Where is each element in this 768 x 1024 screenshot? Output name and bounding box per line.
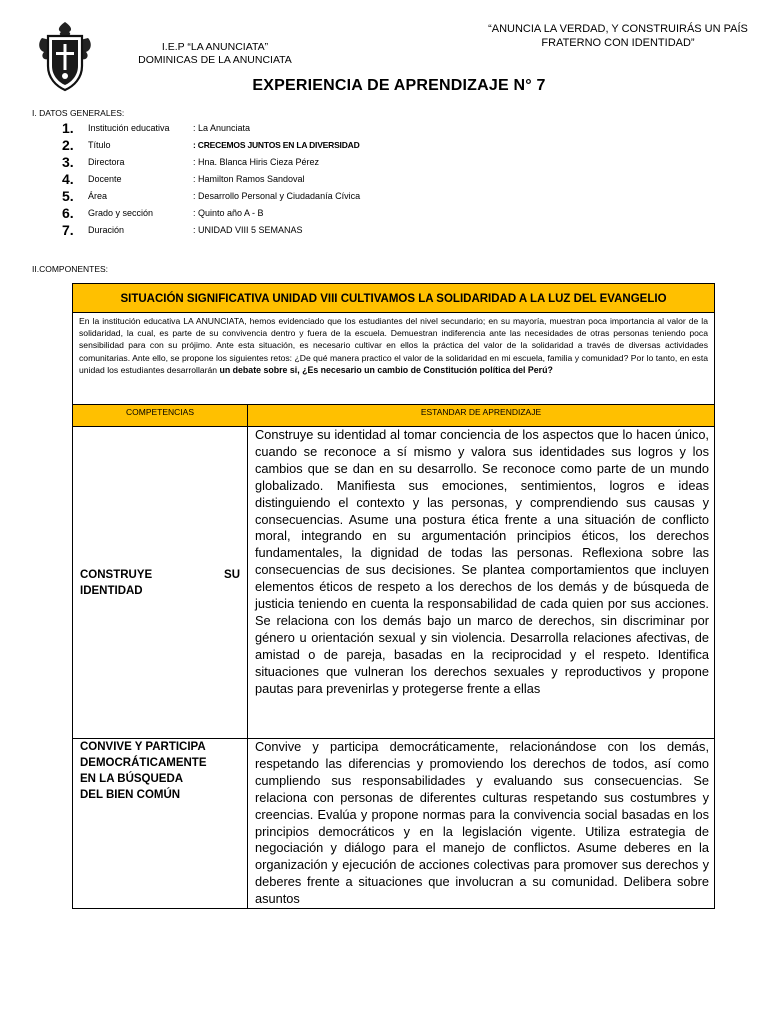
motto-line-1: “ANUNCIA LA VERDAD, Y CONSTRUIRÁS UN PAÍS: [488, 23, 748, 35]
column-header-row: [73, 405, 715, 427]
general-data-item: [62, 119, 360, 136]
situation-challenge: un debate sobre si, ¿Es necesario un cambio de Constitución política del Perú?: [219, 364, 553, 375]
competence-name: [73, 427, 248, 739]
general-data-item: [62, 170, 360, 187]
item-number: 1.: [62, 119, 74, 136]
item-value: : Hna. Blanca Hiris Cieza Pérez: [193, 156, 320, 167]
competence-name-line: DEL BIEN COMÚN: [80, 789, 181, 801]
learning-standard: Convive y participa democráticamente, relacionándose con los demás, respetando las diferencias y promoviendo los derechos de todos, así como cumpliendo sus responsabilidades y evaluando sus consecuencias. Se relaciona con personas de diferentes culturas respetando sus costumbres y creencias. Evalúa y propone normas para la convivencia social basadas en los principios democráticos y en la legislación vigente. Utiliza estrategia de negociación y diálogo para el manejo de conflictos. Asume deberes en la organización y ejecución de acciones colectivas para promover sus derechos y deberes frente a situaciones que involucran a su comunidad. Delibera sobre asuntos: [248, 739, 715, 909]
general-data-item: [62, 153, 360, 170]
item-label: Grado y sección: [88, 207, 154, 218]
situation-title: SITUACIÓN SIGNIFICATIVA UNIDAD VIII CULTIVAMOS LA SOLIDARIDAD A LA LUZ DEL EVANGELIO: [73, 284, 715, 313]
general-data-list: [62, 119, 360, 238]
item-label: Docente: [88, 173, 122, 184]
item-value: : Hamilton Ramos Sandoval: [193, 173, 305, 184]
section-general-data-heading: I. DATOS GENERALES:: [32, 108, 125, 118]
general-data-item: [62, 204, 360, 221]
item-number: 7.: [62, 221, 74, 238]
competence-name: [73, 739, 248, 909]
section-components-heading: II.COMPONENTES:: [32, 264, 109, 274]
situation-text-cell: [73, 313, 715, 405]
general-data-item: [62, 221, 360, 238]
item-value: : Desarrollo Personal y Ciudadanía Cívica: [193, 190, 361, 201]
item-number: 2.: [62, 136, 74, 153]
item-number: 6.: [62, 204, 74, 221]
item-label: Duración: [88, 224, 125, 235]
item-number: 3.: [62, 153, 74, 170]
column-header-competencias: COMPETENCIAS: [73, 405, 248, 427]
competence-name-line: IDENTIDAD: [80, 584, 143, 597]
item-label: Institución educativa: [88, 122, 170, 133]
item-value: : Quinto año A - B: [193, 207, 264, 218]
institution-name-block: [120, 41, 310, 67]
item-label: Área: [88, 190, 108, 201]
column-header-estandar: ESTANDAR DE APRENDIZAJE: [248, 405, 715, 427]
item-value: : UNIDAD VIII 5 SEMANAS: [193, 224, 303, 235]
item-value: : CRECEMOS JUNTOS EN LA DIVERSIDAD: [193, 139, 360, 150]
institution-congregation: DOMINICAS DE LA ANUNCIATA: [138, 54, 292, 66]
competence-name-line: CONVIVE Y PARTICIPA: [80, 741, 206, 753]
item-label: Título: [88, 139, 111, 150]
table-row: [73, 427, 715, 739]
item-number: 4.: [62, 170, 74, 187]
school-motto: [478, 22, 758, 50]
situation-text: En la institución educativa LA ANUNCIATA, hemos evidenciado que los estudiantes del nivel secundario; en su mayoría, muestran poca importancia al valor de la solidaridad, la cual, es parte de su convivencia dentro y fuera de la escuela. Demuestran indiferencia ante las necesidades de otras personas teniendo poca sensibilidad para con su prójimo. Ante esta situación, es necesario cultivar en ellos la práctica del valor de la solidaridad a través de diversas actividades comunitarias. Ante ello, se propone los siguientes retos: ¿De qué manera practico el valor de la solidaridad en mi escuela, familia y comunidad? Por lo tanto, en esta unidad los estudiantes desarrollarán: [79, 316, 708, 375]
table-row: [73, 739, 715, 909]
general-data-item: [62, 136, 360, 153]
institution-name: I.E.P “LA ANUNCIATA”: [161, 41, 269, 53]
document-title: EXPERIENCIA DE APRENDIZAJE N° 7: [252, 77, 546, 94]
motto-line-2: FRATERNO CON IDENTIDAD”: [541, 37, 695, 49]
situation-title-row: [73, 284, 715, 313]
learning-standard: Construye su identidad al tomar conciencia de los aspectos que lo hacen único, cuando se reconoce a sí mismo y valora sus identidades sus logros y los cambios que se dan en su desarrollo. Se reconoce como parte de un mundo globalizado. Manifiesta sus emociones, sentimientos, logros e ideas distinguiendo el contexto y las personas, y comprendiendo sus causas y consecuencias. Asume una postura ética frente a una situación de conflicto moral, integrando en su argumentación principios éticos, los derechos fundamentales, la dignidad de todas las personas. Reflexiona sobre las consecuencias de sus decisiones. Se plantea comportamientos que incluyen elementos éticos de respeto a los derechos de los demás y de búsqueda de justicia teniendo en cuenta la responsabilidad de cada quien por sus acciones. Se relaciona con los demás bajo un marco de derechos, sin discriminar por género u orientación sexual y sin violencia. Desarrolla relaciones afectivas, de amistad o de pareja, basadas en la reciprocidad y el respeto. Identifica situaciones que vulneran los derechos sexuales y reproductivos y propone pautas para prevenirlas y protegerse frente a ellas: [248, 427, 715, 739]
item-value: : La Anunciata: [193, 122, 251, 133]
competence-name-line: CONSTRUYE SU: [80, 568, 240, 581]
competence-name-line: DEMOCRÁTICAMENTE: [80, 757, 207, 769]
item-number: 5.: [62, 187, 74, 204]
competence-name-line: EN LA BÚSQUEDA: [80, 773, 184, 785]
general-data-item: [62, 187, 360, 204]
components-table: [72, 283, 715, 909]
situation-text-row: [73, 313, 715, 405]
item-label: Directora: [88, 156, 125, 167]
